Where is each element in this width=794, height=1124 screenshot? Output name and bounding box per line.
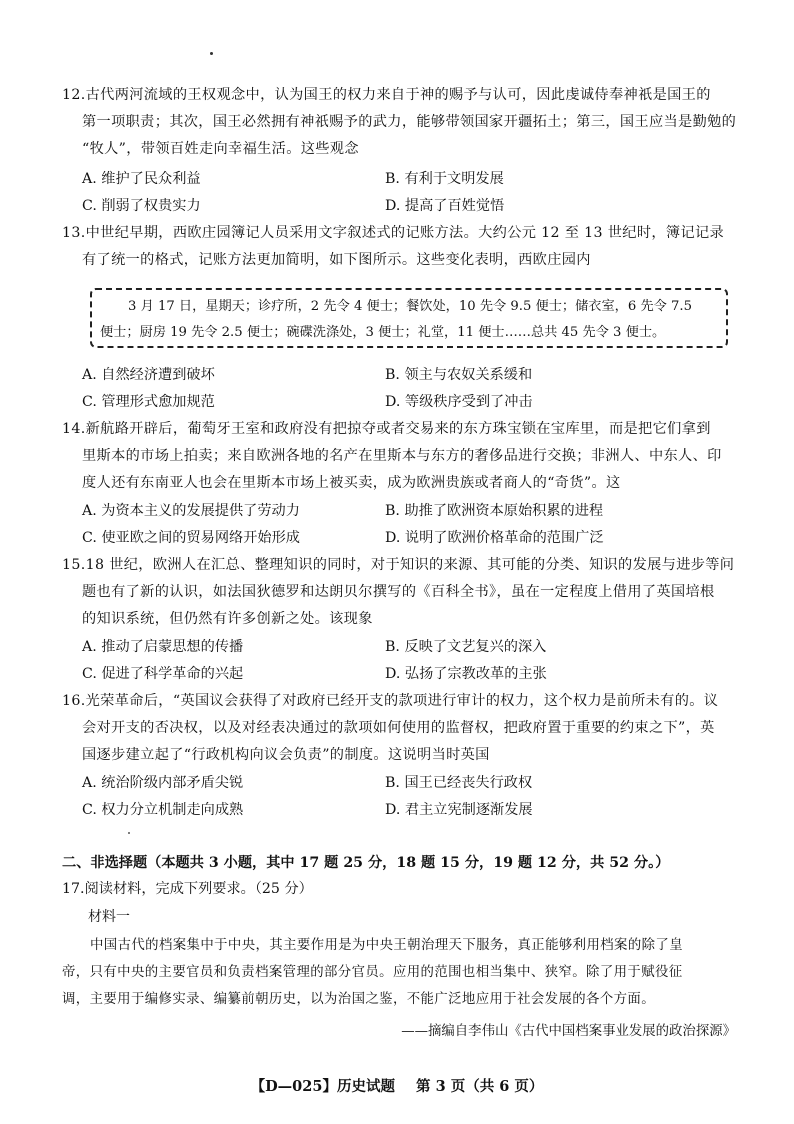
option-a[interactable]: A. 自然经济遭到破坏 bbox=[82, 367, 215, 383]
question-15-stem bbox=[62, 552, 742, 633]
stem-line: 13.中世纪早期，西欧庄园簿记人员采用文字叙述式的记账方法。大约公元 12 至 13 世纪时，簿记记录 bbox=[62, 225, 725, 241]
question-16-options bbox=[82, 770, 742, 824]
option-b[interactable]: B. 助推了欧洲资本原始积累的进程 bbox=[385, 503, 604, 519]
option-c[interactable]: C. 削弱了权贵实力 bbox=[82, 198, 201, 214]
stem-line: 里斯本的市场上拍卖；来自欧洲各地的名产在里斯本与东方的奢侈品进行交换；非洲人、中东人、印 bbox=[82, 448, 722, 464]
page-footer bbox=[0, 1075, 794, 1096]
option-c[interactable]: C. 管理形式愈加规范 bbox=[82, 394, 215, 410]
stem-line: 第一项职责；其次，国王必然拥有神祇赐予的武力，能够带领国家开疆拓土；第三，国王应当是勤勉的 bbox=[82, 114, 737, 130]
ledger-line: 便士；厨房 19 先令 2.5 便士；碗碟洗涤处，3 便士；礼堂，11 便士……总共 45 先令 3 便士。 bbox=[100, 325, 666, 340]
stem-line: 的知识系统，但仍然有许多创新之处。该现象 bbox=[82, 611, 373, 627]
material-line: 调，主要用于编修实录、编纂前朝历史，以为治国之鉴，不能广泛地应用于社会发展的各个方面。 bbox=[62, 992, 655, 1007]
question-15-options bbox=[82, 634, 742, 688]
question-13-options bbox=[82, 362, 742, 416]
option-d[interactable]: D. 等级秩序受到了冲击 bbox=[385, 394, 533, 410]
stem-line: 16.光荣革命后，“英国议会获得了对政府已经开支的款项进行审计的权力，这个权力是前所未有的。议 bbox=[62, 693, 719, 709]
option-a[interactable]: A. 推动了启蒙思想的传播 bbox=[82, 639, 244, 655]
option-b[interactable]: B. 反映了文艺复兴的深入 bbox=[385, 639, 547, 655]
option-c[interactable]: C. 促进了科学革命的兴起 bbox=[82, 666, 244, 682]
option-d[interactable]: D. 君主立宪制逐渐发展 bbox=[385, 802, 533, 818]
stem-line: 有了统一的格式，记账方法更加简明，如下图所示。这些变化表明，西欧庄园内 bbox=[82, 252, 591, 268]
option-d[interactable]: D. 说明了欧洲价格革命的范围广泛 bbox=[385, 530, 604, 546]
option-d[interactable]: D. 提高了百姓觉悟 bbox=[385, 198, 505, 214]
page-number: 第 3 页（共 6 页） bbox=[416, 1078, 544, 1095]
option-a[interactable]: A. 统治阶级内部矛盾尖锐 bbox=[82, 775, 244, 791]
question-17-title: 17.阅读材料，完成下列要求。（25 分） bbox=[62, 881, 313, 897]
option-b[interactable]: B. 国王已经丧失行政权 bbox=[385, 775, 533, 791]
stem-line: 国逐步建立起了“行政机构向议会负责”的制度。这说明当时英国 bbox=[82, 747, 490, 763]
option-c[interactable]: C. 权力分立机制走向成熟 bbox=[82, 802, 244, 818]
question-12-options bbox=[82, 166, 742, 220]
question-13-stem bbox=[62, 220, 742, 274]
option-a[interactable]: A. 为资本主义的发展提供了劳动力 bbox=[82, 503, 300, 519]
material-line: 中国古代的档案集中于中央，其主要作用是为中央王朝治理天下服务，真正能够利用档案的除了皇 bbox=[90, 938, 683, 953]
question-16-stem bbox=[62, 688, 742, 769]
option-b[interactable]: B. 领主与农奴关系缓和 bbox=[385, 367, 533, 383]
stem-line: 15.18 世纪，欧洲人在汇总、整理知识的同时，对于知识的来源、其可能的分类、知识的发展与进步等问 bbox=[62, 557, 735, 573]
speck bbox=[128, 832, 130, 834]
material-source: ——摘编自李伟山《古代中国档案事业发展的政治探源》 bbox=[401, 1024, 736, 1039]
option-a[interactable]: A. 维护了民众利益 bbox=[82, 171, 201, 187]
material-line: 帝，只有中央的主要官员和负责档案管理的部分官员。应用的范围也相当集中、狭窄。除了用于赋役征 bbox=[62, 965, 683, 980]
material-title: 材料一 bbox=[88, 909, 130, 925]
question-14-stem bbox=[62, 416, 742, 497]
stem-line: 12.古代两河流域的王权观念中，认为国王的权力来自于神的赐予与认可，因此虔诚侍奉神祇是国王的 bbox=[62, 87, 711, 103]
stem-line: 14.新航路开辟后，葡萄牙王室和政府没有把掠夺或者交易来的东方珠宝锁在宝库里，而是把它们拿到 bbox=[62, 421, 711, 437]
section-heading: 二、非选择题（本题共 3 小题，其中 17 题 25 分，18 题 15 分，19 题 12 分，共 52 分。） bbox=[62, 855, 670, 871]
material-text bbox=[62, 932, 742, 1013]
stem-line: 会对开支的否决权，以及对经表决通过的款项如何使用的监督权，把政府置于重要的约束之下”，英 bbox=[82, 720, 715, 736]
stem-line: “牧人”，带领百姓走向幸福生活。这些观念 bbox=[82, 141, 359, 157]
option-d[interactable]: D. 弘扬了宗教改革的主张 bbox=[385, 666, 547, 682]
exam-code: 【D—025】历史试题 bbox=[250, 1078, 395, 1095]
ledger-record-box bbox=[90, 288, 728, 348]
option-b[interactable]: B. 有利于文明发展 bbox=[385, 171, 504, 187]
option-c[interactable]: C. 使亚欧之间的贸易网络开始形成 bbox=[82, 530, 300, 546]
question-14-options bbox=[82, 498, 742, 552]
stem-line: 度人还有东南亚人也会在里斯本市场上被买卖，成为欧洲贵族或者商人的“奇货”。这 bbox=[82, 475, 621, 491]
question-12-stem bbox=[62, 82, 742, 163]
speck bbox=[210, 52, 213, 55]
ledger-line: 3 月 17 日，星期天；诊疗所，2 先令 4 便士；餐饮处，10 先令 9.5 便士；储衣室，6 先令 7.5 bbox=[128, 299, 692, 314]
stem-line: 题也有了新的认识，如法国狄德罗和达朗贝尔撰写的《百科全书》，虽在一定程度上借用了英国培根 bbox=[82, 584, 715, 600]
